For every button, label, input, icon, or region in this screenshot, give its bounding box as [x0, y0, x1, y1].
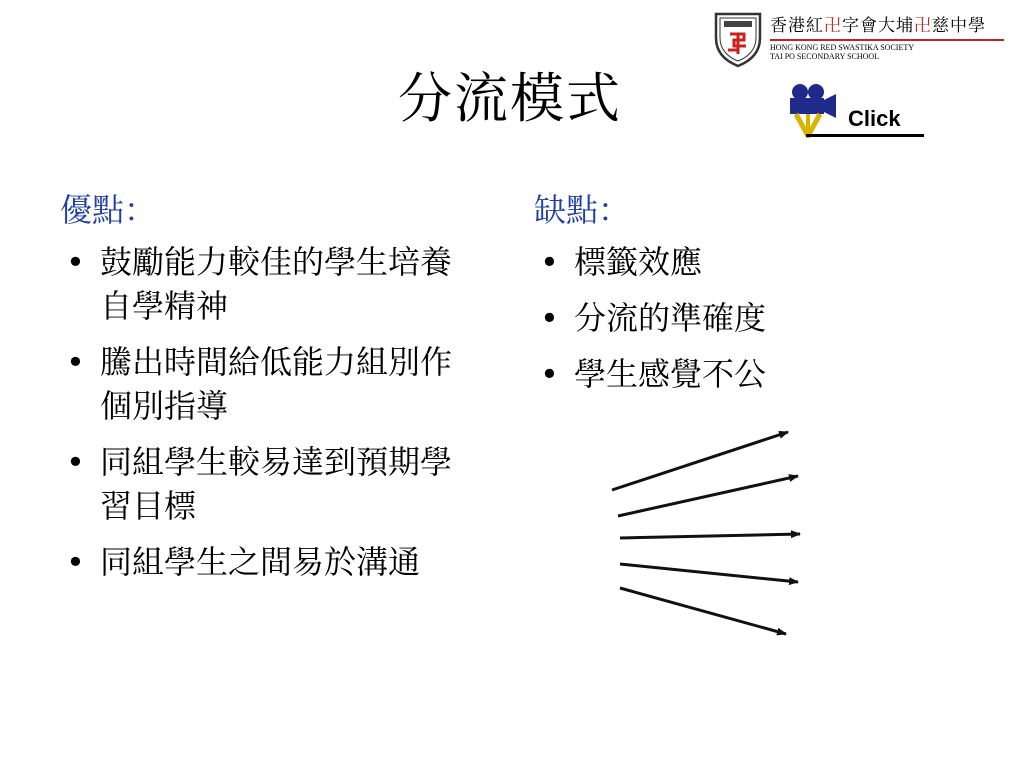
disadvantages-list — [534, 240, 834, 396]
diverging-arrows-icon — [600, 420, 820, 650]
school-logo — [712, 10, 1004, 70]
arrow — [612, 432, 788, 490]
list-item: • 騰出時間給低能力組別作個別指導 — [60, 340, 470, 428]
list-item: • 同組學生之間易於溝通 — [60, 540, 470, 584]
page-title: 分流模式 — [398, 67, 622, 130]
school-name-en-line2: TAI PO SECONDARY SCHOOL — [770, 52, 880, 61]
movie-camera-icon — [786, 82, 846, 138]
list-item: • 標籤效應 — [534, 240, 834, 284]
list-item: • 同組學生較易達到預期學習目標 — [60, 440, 470, 528]
click-underline — [806, 134, 924, 137]
list-item: • 分流的準確度 — [534, 296, 834, 340]
advantages-heading: 優點： — [60, 191, 157, 229]
click-button-label: Click — [848, 106, 901, 131]
arrow — [620, 534, 800, 538]
advantages-list — [60, 240, 470, 584]
school-name-en — [770, 43, 914, 61]
school-name-cn: 香港紅卍字會大埔卍慈中學 — [770, 16, 986, 36]
school-crest-icon — [712, 10, 764, 68]
disadvantages-heading: 缺點： — [534, 191, 631, 229]
list-item: • 鼓勵能力較佳的學生培養自學精神 — [60, 240, 470, 328]
arrow — [620, 564, 798, 582]
school-name-divider — [770, 39, 1004, 41]
school-name-en-line1: HONG KONG RED SWASTIKA SOCIETY — [770, 43, 914, 52]
arrow — [620, 588, 786, 634]
list-item: • 學生感覺不公 — [534, 352, 834, 396]
arrow — [618, 476, 798, 516]
click-video-button[interactable] — [786, 82, 926, 138]
advantages-section — [60, 188, 470, 596]
disadvantages-section — [534, 188, 834, 408]
